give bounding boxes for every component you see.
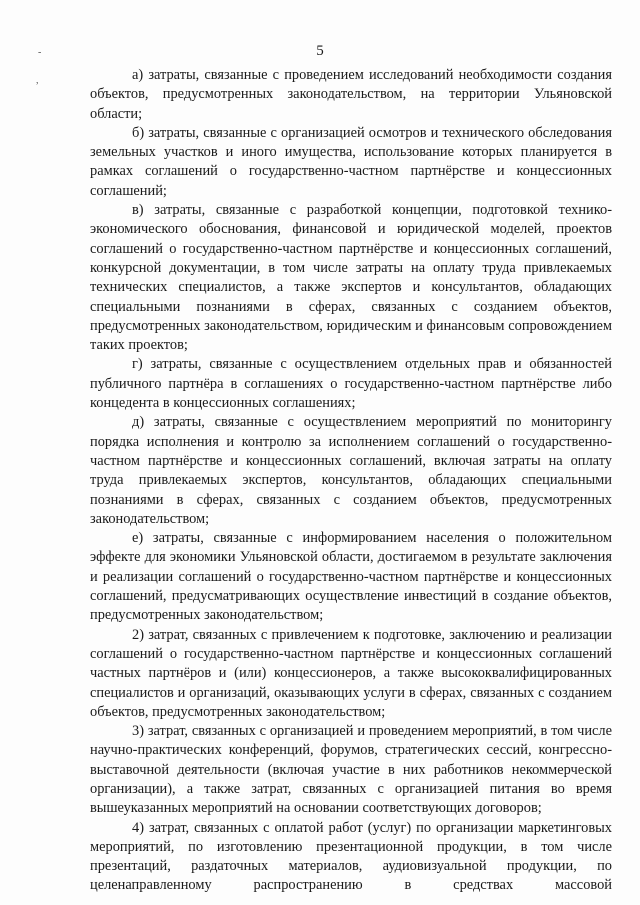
paragraph-2: 2) затрат, связанных с привлечением к подготовке, заключению и реализации соглашений о государственно-частном партнёрстве и концессионных соглашений частных партнёров и (или) концессионеров, а также высококвалифицированных специалистов и организаций, оказывающих услуги в сферах, связанных с созданием объектов, предусмотренных законодательством; xyxy=(90,626,612,720)
paragraph-4: 4) затрат, связанных с оплатой работ (услуг) по организации маркетинговых мероприятий, по изготовлению презентационной продукции, в том числе презентаций, раздаточных материалов, аудиовизуальной продукции, по целенаправленному распространению в средствах массовой xyxy=(90,819,612,894)
paragraph-v: в) затраты, связанные с разработкой концепции, подготовкой технико-экономического обоснования, финансовой и юридической моделей, проектов соглашений о государственно-частном партнёрстве и концессионных соглашений, конкурсной документации, в том числе затраты на оплату труда привлекаемых технических специалистов, а также экспертов и консультантов, обладающих специальными познаниями в сферах, связанных с созданием объектов, предусмотренных законодательством, юридическим и финансовым сопровождением таких проектов; xyxy=(90,202,612,354)
paragraph-b: б) затраты, связанные с организацией осмотров и технического обследования земельных участков и иного имущества, использование которых планируется в рамках соглашений о государственно-частном партнёрстве и концессионных соглашений; xyxy=(90,124,612,199)
margin-mark: - xyxy=(38,47,42,58)
body-text xyxy=(90,66,612,896)
margin-mark: , xyxy=(36,75,39,86)
paragraph-a: а) затраты, связанные с проведением исследований необходимости создания объектов, предусмотренных законодательством, на территории Ульяновской области; xyxy=(90,67,612,122)
paragraph-e: е) затраты, связанные с информированием населения о положительном эффекте для экономики Ульяновской области, достигаемом в результате заключения и реализации соглашений о государственно-частном партнёрстве и концессионных соглашений, предусматривающих осуществление инвестиций в создание объектов, предусмотренных законодательством; xyxy=(90,530,612,624)
paragraph-3: 3) затрат, связанных с организацией и проведением мероприятий, в том числе научно-практических конференций, форумов, стратегических сессий, конгрессно-выставочной деятельности (включая участие в них работников некоммерческой организации), а также затрат, связанных с организацией питания во время вышеуказанных мероприятий на основании соответствующих договоров; xyxy=(90,723,612,817)
paragraph-g: г) затраты, связанные с осуществлением отдельных прав и обязанностей публичного партнёра в соглашениях о государственно-частном партнёрстве либо концедента в концессионных соглашениях; xyxy=(90,356,612,412)
paragraph-d: д) затраты, связанные с осуществлением мероприятий по мониторингу порядка исполнения и контролю за исполнением соглашений о государственно-частном партнёрстве и концессионных соглашений, включая затраты на оплату труда привлекаемых экспертов, консультантов, обладающих специальными познаниями в сферах, связанных с созданием объектов, предусмотренных законодательством; xyxy=(90,414,612,527)
page-number: 5 xyxy=(316,43,324,59)
